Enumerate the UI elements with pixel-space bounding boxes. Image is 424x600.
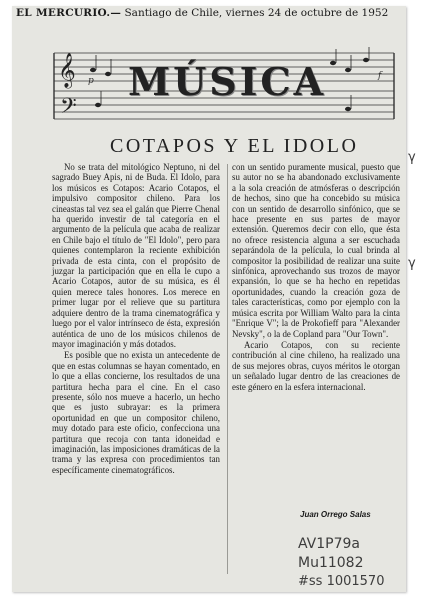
article-headline: COTAPOS Y EL IDOLO: [110, 135, 359, 157]
column-divider: [227, 164, 228, 574]
paragraph: No se trata del mitológico Neptuno, ni del sagrado Buey Apis, ni de Buda. El Idolo, para los músicos es Cotapos: Acario Cotapos, el impulsivo compositor chileno. Para los cineastas tal vez sea el galán que Pierre Chenal ha querido investir de tal categoría en el argumento de la película que acaba de realizar en Chile bajo el título de "El Idolo", pero para quienes contemplaron la reciente exhibición privada de esta cinta, con el propósito de juzgar la participación que en ella le cupo a Acario Cotapos, autor de su música, es él quien merece tales honores. Los merece en primer lugar por el relieve que su partitura adquiere dentro de la trama cinematográfica y luego por el valor intrínseco de ésta, expresión auténtica de uno de los músicos chilenos de mayor imaginación y más dotados.: [52, 162, 220, 349]
byline: Juan Orrego Salas: [300, 510, 371, 519]
archive-code-line-3: #ss 1001570: [298, 574, 385, 589]
section-banner: [48, 45, 398, 125]
svg-text:p: p: [88, 76, 94, 86]
margin-mark: γ: [408, 256, 416, 271]
margin-mark: γ: [408, 150, 416, 165]
newspaper-name: EL MERCURIO.—: [16, 7, 122, 19]
svg-text:𝄞: 𝄞: [58, 53, 76, 88]
archive-code-line-1: AV1P79a: [298, 536, 361, 552]
place-date: Santiago de Chile, viernes 24 de octubre de 1952: [124, 7, 389, 19]
masthead-dateline: [16, 7, 392, 23]
section-title: MÚSICA: [128, 59, 327, 104]
archive-code-line-2: Mu11082: [298, 555, 364, 571]
paragraph: Acario Cotapos, con su reciente contribución al cine chileno, ha realizado una de sus mejores obras, cuyos méritos le otorgan un señalado lugar dentro de las creaciones de este género en la esfera internacional.: [232, 339, 400, 392]
paragraph: Es posible que no exista un antecedente de que en estas columnas se hayan comentado, en lo que a ellas concierne, los resultados de una partitura hecha para el cine. En el caso presente, sólo nos mueve a hacerlo, un hecho que es justo subrayar: es la primera oportunidad en que un compositor chileno, muy dotado para este oficio, confecciona una partitura que recoja con tanta idoneidad e imaginación, las imposiciones dramáticas de la trama y las expresa con procedimientos tan específicamente cinematográficos.: [52, 350, 220, 475]
paragraph: con un sentido puramente musical, puesto que su autor no se ha abandonado exclusivamente a la sola creación de atmósferas o descripción de hechos, sino que ha concebido su música con un sentido de desarrollo sinfónico, que se hace presente en sus partes de mayor extensión. Queremos decir con ello, que ésta no ofrece resistencia alguna a ser escuchada separándola de la película, lo cual brinda al compositor la posibilidad de realizar una suite sinfónica, aprovechando sus trozos de mayor expansión, lo que se ha hecho en repetidas oportunidades, cuando la creación goza de tales características, como por ejemplo con la música escrita por William Walto para la cinta "Enrique V"; la de Prokofieff para "Alexander Nevsky", o la de Copland para "Our Town".: [232, 162, 400, 339]
svg-text:𝄢: 𝄢: [60, 94, 77, 124]
article-right-column: [232, 162, 400, 393]
svg-text:f: f: [378, 71, 382, 81]
article-left-column: [52, 162, 220, 476]
